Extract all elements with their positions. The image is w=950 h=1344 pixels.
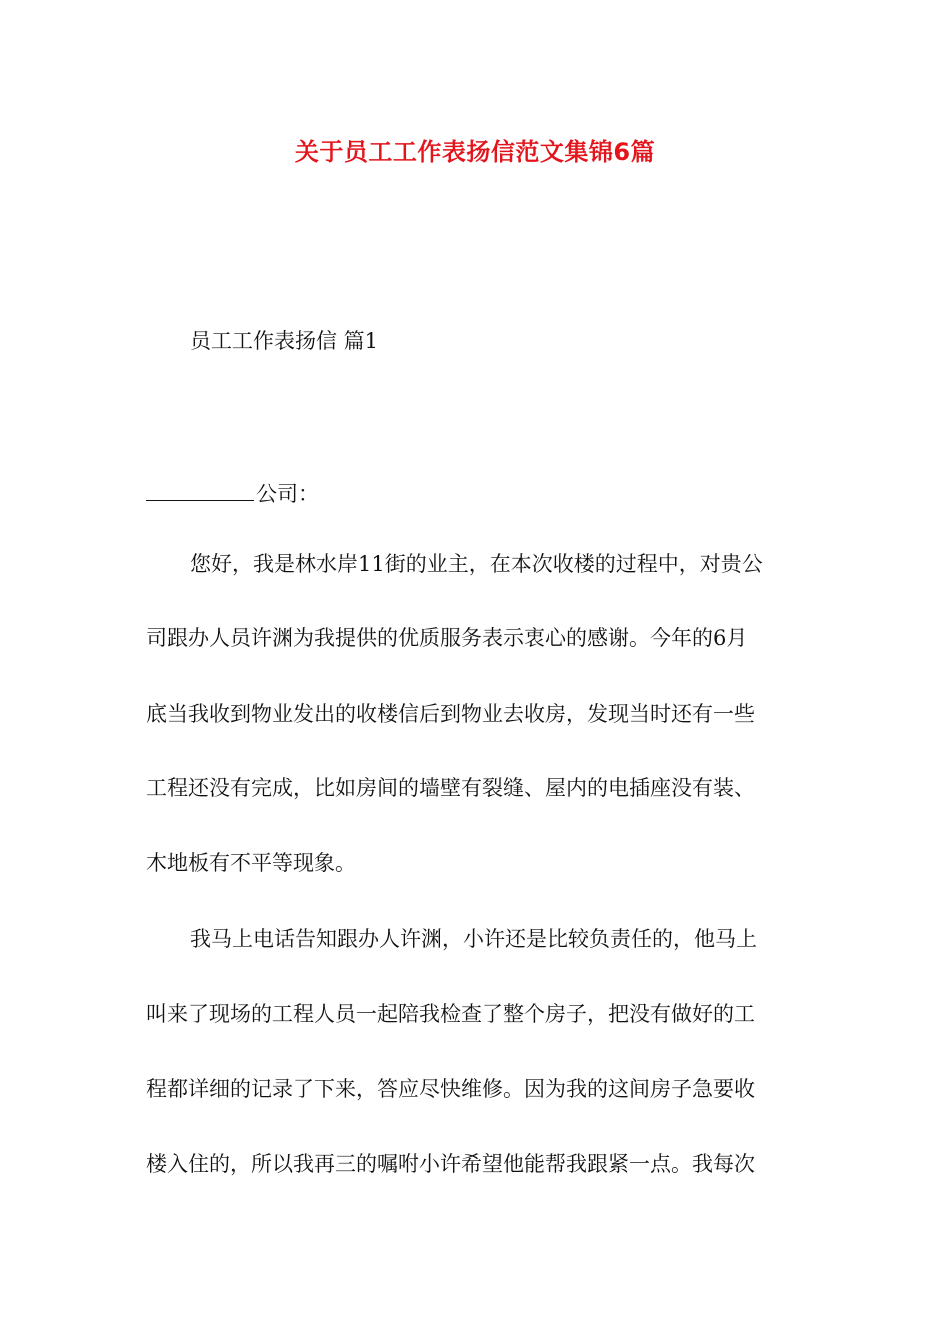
paragraph-1-line-1: 您好，我是林水岸11街的业主，在本次收楼的过程中，对贵公 [190, 552, 763, 576]
document-title: 关于员工工作表扬信范文集锦6篇 [294, 138, 656, 166]
paragraph-2-line-3: 程都详细的记录了下来，答应尽快维修。因为我的这间房子急要收 [146, 1077, 755, 1101]
paragraph-2-line-1: 我马上电话告知跟办人许渊，小许还是比较负责任的，他马上 [190, 927, 757, 951]
paragraph-1-line-2: 司跟办人员许渊为我提供的优质服务表示衷心的感谢。今年的6月 [146, 626, 748, 650]
paragraph-1-line-5: 木地板有不平等现象。 [146, 851, 356, 875]
blank-fill-line [146, 476, 254, 501]
paragraph-2-line-2: 叫来了现场的工程人员一起陪我检查了整个房子，把没有做好的工 [146, 1002, 755, 1026]
paragraph-1-line-3: 底当我收到物业发出的收楼信后到物业去收房，发现当时还有一些 [146, 702, 755, 726]
salutation [146, 476, 319, 512]
paragraph-1-line-4: 工程还没有完成，比如房间的墙壁有裂缝、屋内的电插座没有装、 [146, 776, 755, 800]
section-heading: 员工工作表扬信 篇1 [190, 329, 379, 353]
paragraph-2-line-4: 楼入住的，所以我再三的嘱咐小许希望他能帮我跟紧一点。我每次 [146, 1152, 755, 1176]
salutation-text: 公司： [256, 482, 319, 506]
